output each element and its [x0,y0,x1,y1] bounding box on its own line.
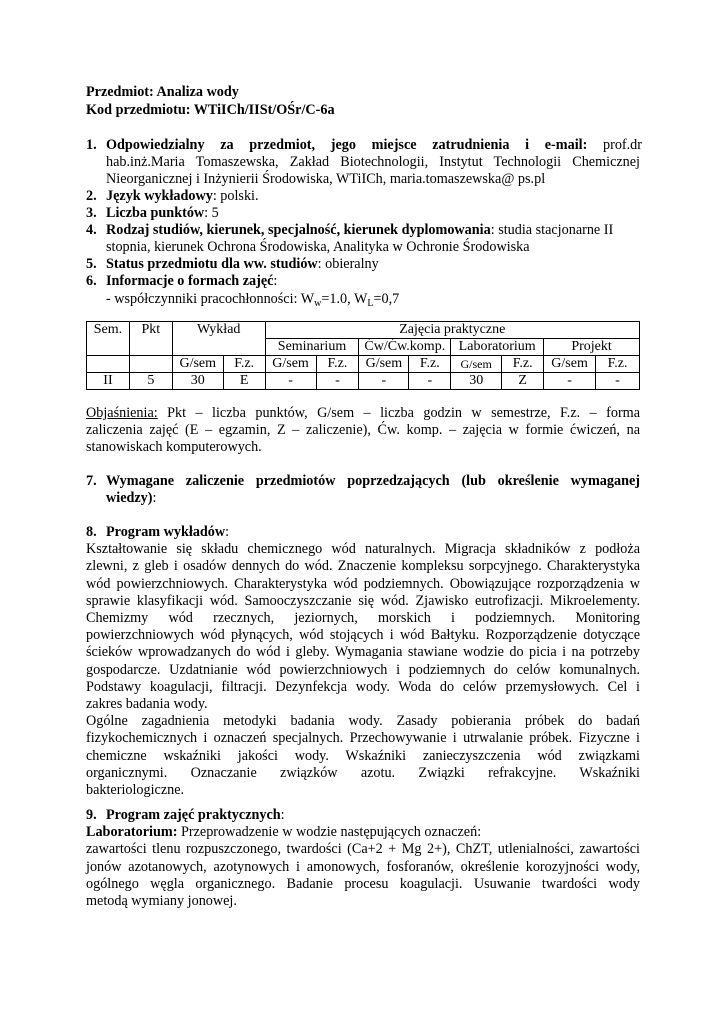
item-number: 3. [86,205,97,221]
document-header [86,84,335,120]
cell-lab-gsem: 30 [451,373,502,390]
lecture-line: Podstawy koagulacji, filtracji. Dezynfekcja wody. Woda do celów przemysłowych. Cel i [86,678,640,695]
header-zajecia: Zajęcia praktyczne [265,322,639,339]
item-language [86,188,640,205]
subject-code: Kod przedmiotu: WTiICh/IISt/OŚr/C-6a [86,102,335,118]
lab-line: ogólnego węgla organicznego. Badanie procesu koagulacji. Usuwanie twardości wody [86,875,640,892]
sub-cell: G/sem [359,356,409,373]
item-status [86,256,640,273]
item-number: 5. [86,256,97,272]
item-label: Status przedmiotu dla ww. studiów [106,256,318,272]
item-forms [86,273,640,312]
cell-pkt: 5 [129,373,172,390]
item-responsible [86,137,643,189]
lecture-line: wód powierzchniowych. Charakterystyka wód podziemnych. Obowiązujące rozporządzenia w [86,575,640,592]
header-sem: Sem. [87,322,130,356]
item-value-line: Nieorganicznej i Inżynierii Środowiska, WTiICh, maria.tomaszewska@ ps.pl [106,171,546,188]
sub-cell: F.z. [223,356,265,373]
cell-wyklad-fz: E [223,373,265,390]
header-wyklad: Wykład [172,322,265,356]
sub-cell: F.z. [409,356,451,373]
section-7-title: Wymagane zaliczenie przedmiotów poprzedzających (lub określenie wymaganej [106,473,640,489]
item-number: 4. [86,222,97,238]
item-value: : polski. [212,188,259,204]
sub-cell: G/sem [265,356,316,373]
sub-cell: G/sem [451,356,502,373]
lecture-line: sprawie klasyfikacji wód. Samooczyszczanie się wód. Zjawisko eutrofizacji. Mikroelementy. [86,592,640,609]
section-8: 8. Program wykładów: Kształtowanie się składu chemicznego wód naturalnych. Migracja składników z podłoża zlewni, z gleb i osadów dennych do wód. Znaczenie kompleksu sorpcyjnego. Charakterystyka wód powierzchniowych. Charakterystyka wód podziemnych. Obowiązujące rozporządzenia w sprawie klasyfikacji wód. Samooczyszczanie się wód. Zjawisko eutrofizacji. Mikroelementy. Chemizmy wód rzecznych, jeziornych, morskich i podziemnych. Monitoring powierzchniowych wód płynących, wód stojących i wód Bałtyku. Rozporządzenie dotyczące ścieków wprowadzanych do wód i gleby. Wymagania stawiane wodzie do picia i na potrzeby gospodarcze. Uzdatnianie wód powierzchniowych i podziemnych do celów komunalnych. Podstawy koagulacji, filtracji. Dezynfekcja wody. Woda do celów przemysłowych. Cel i zakres badania wody. Ogólne zagadnienia metodyki badania wody. Zasady pobierania próbek do badań fizykochemicznych i oznaczeń specjalnych. Przechowywanie i utrwalanie próbek. Fizyczne i chemiczne wskaźniki jakości wody. Wskaźniki zanieczyszczenia wód związkami organicznymi. Oznaczanie związków azotu. Związki refrakcyjne. Wskaźniki bakteriologiczne. [86,524,640,799]
lecture-line: chemiczne wskaźniki jakości wody. Wskaźniki zanieczyszczenia wód związkami [86,747,640,764]
lecture-line: gospodarcze. Uzdatnianie wód powierzchniowych i podziemnych do celów komunalnych. [86,661,640,678]
sub-cell: G/sem [172,356,223,373]
header-pkt: Pkt [129,322,172,356]
lab-line: jonów azotanowych, azotynowych i amonowych, fosforanów, określenie korozyjności wody, [86,858,640,875]
cell-sem-gsem: - [265,373,316,390]
table-header-row [87,322,640,339]
item-value: prof.dr [603,137,643,153]
sub-cell: F.z. [316,356,359,373]
sub-cell: F.z. [502,356,544,373]
subject-title: Przedmiot: Analiza wody [86,84,239,100]
cell-sem: II [87,373,130,390]
item-value: : obieralny [317,256,379,272]
table-sub-row [87,356,640,373]
explanation: Objaśnienia: Pkt – liczba punktów, G/sem – liczba godzin w semestrze, F.z. – forma zaliczenia zajęć (E – egzamin, Z – zaliczenie), Ćw. komp. – zajęcia w formie ćwiczeń, na stanowiskach komputerowych. [86,405,640,456]
lecture-line: fizykochemicznych i oznaczeń specjalnych. Przechowywanie i utrwalanie próbek. Fizyczne i [86,730,640,747]
lecture-line: zlewni, z gleb i osadów dennych do wód. Znaczenie kompleksu sorpcyjnego. Charakterystyka [86,558,640,575]
item-value: : 5 [204,205,219,221]
cell-cw-fz: - [409,373,451,390]
item-points [86,205,640,222]
sub-cell: F.z. [596,356,640,373]
classes-table [86,321,640,390]
sub-cell: G/sem [544,356,596,373]
cell-proj-fz: - [596,373,640,390]
item-label: Informacje o formach zajęć [106,273,274,289]
item-study-type [86,222,640,256]
lab-label: Laboratorium: [86,824,178,841]
item-label: Język wykładowy [106,188,213,204]
item-value-line: stopnia, kierunek Ochrona Środowiska, Analityka w Ochronie Środowiska [106,239,530,256]
item-label: Rodzaj studiów, kierunek, specjalność, kierunek dyplomowania [106,222,491,238]
section-9: 9. Program zajęć praktycznych: Laboratorium: Przeprowadzenie w wodzie następujących oznaczeń: zawartości tlenu rozpuszczonego, twardości (Ca+2 + Mg 2+), ChZT, utlenialności, zawartości jonów azotanowych, azotynowych i amonowych, fosforanów, określenie korozyjności wody, ogólnego węgla organicznego. Badanie procesu koagulacji. Usuwanie twardości wody metodą wymiany jonowej. [86,807,640,910]
cell-cw-gsem: - [359,373,409,390]
lecture-line: Kształtowanie się składu chemicznego wód naturalnych. Migracja składników z podłoża [86,541,640,558]
cell-wyklad-gsem: 30 [172,373,223,390]
group-laboratorium: Laboratorium [451,339,544,356]
lab-line: metodą wymiany jonowej. [86,893,237,910]
lecture-line: Chemizmy wód rzecznych, jeziornych, morskich i podziemnych. Monitoring [86,610,640,627]
lab-line: zawartości tlenu rozpuszczonego, twardości (Ca+2 + Mg 2+), ChZT, utlenialności, zawartości [86,841,640,858]
item-value: : [273,273,278,289]
lecture-line: organicznymi. Oznaczanie związków azotu. Związki refrakcyjne. Wskaźniki [86,764,640,781]
table-row [87,373,640,390]
item-number: 2. [86,188,97,204]
item-number: 1. [86,137,97,153]
section-9-title: Program zajęć praktycznych [106,807,281,823]
lecture-line: powierzchniowych wód płynących, wód stojących i wód Bałtyku. Rozporządzenie dotyczące [86,627,640,644]
cell-proj-gsem: - [544,373,596,390]
cell-sem-fz: - [316,373,359,390]
lecture-line: bakteriologiczne. [86,782,185,799]
group-cwiczenia: Ćw/Ćw.komp. [359,339,451,356]
section-8-title: Program wykładów [106,524,226,540]
lecture-line: Ogólne zagadnienia metodyki badania wody. Zasady pobierania próbek do badań [86,713,640,730]
coefficients-line: - współczynniki pracochłonności: $W_w=1.0$, $W_L=0,7$ [106,291,400,310]
item-label: Odpowiedzialny za przedmiot, jego miejsce zatrudnienia i e-mail: [106,137,588,153]
cell-lab-fz: Z [502,373,544,390]
item-value: : studia stacjonarne II [490,222,614,238]
group-projekt: Projekt [544,339,640,356]
lecture-line: zakres badania wody. [86,696,208,713]
lecture-line: ścieków wprowadzanych do wód i gleby. Wymagania stawiane wodzie do picia i na potrzeby [86,644,640,661]
explanation-label: Objaśnienia: [86,405,158,421]
section-7: 7. Wymagane zaliczenie przedmiotów poprzedzających (lub określenie wymaganej wiedzy): [86,473,640,507]
item-value-line: hab.inż.Maria Tomaszewska, Zakład Biotechnologii, Instytut Technologii Chemicznej [106,154,640,171]
item-label: Liczba punktów [106,205,205,221]
group-seminarium: Seminarium [265,339,359,356]
item-number: 6. [86,273,97,289]
